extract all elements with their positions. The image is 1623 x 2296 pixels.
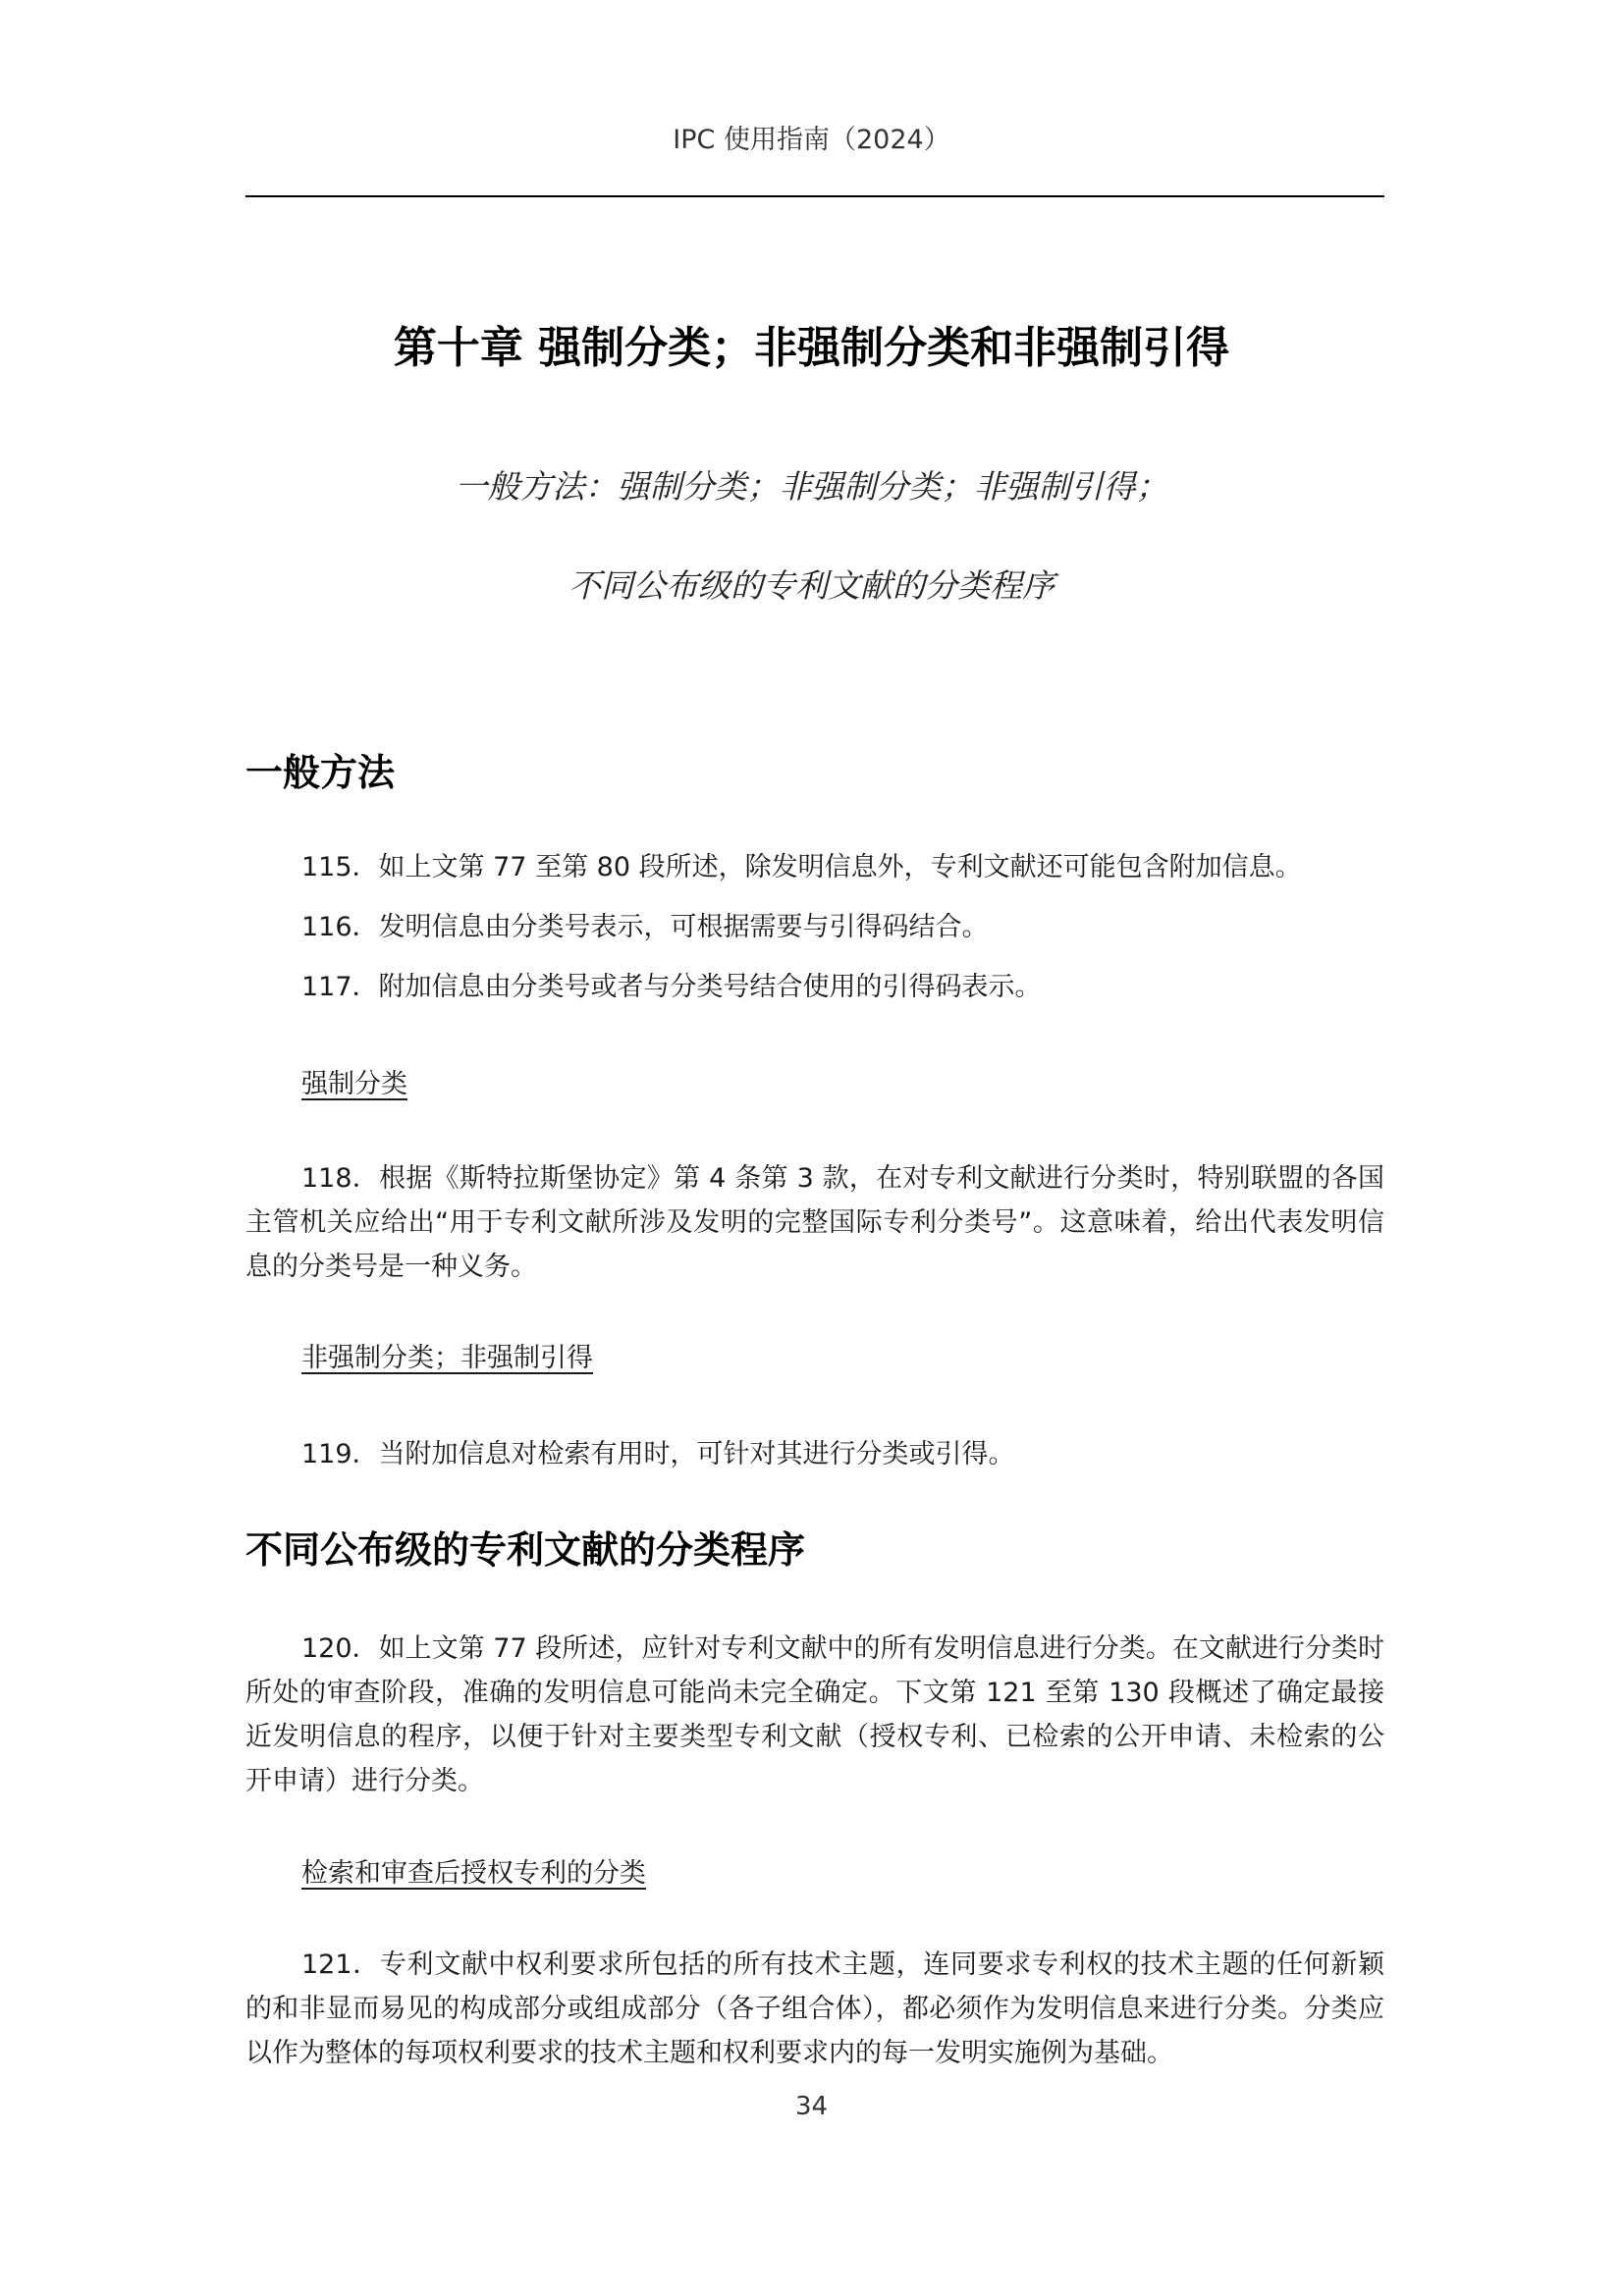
paragraph-116: [245, 905, 1384, 949]
paragraph-119: [245, 1432, 1384, 1476]
paragraph-text: 当附加信息对检索有用时，可针对其进行分类或引得。: [378, 1439, 1015, 1469]
paragraph-text: 如上文第 77 至第 80 段所述，除发明信息外，专利文献还可能包含附加信息。: [378, 852, 1302, 882]
paragraph-121: [245, 1943, 1384, 2075]
paragraph-number: 115．: [301, 852, 379, 882]
subheading-mandatory-classification: 强制分类: [301, 1069, 407, 1099]
chapter-subtitle-line-2: 不同公布级的专利文献的分类程序: [568, 566, 1055, 605]
header-rule: [245, 195, 1384, 197]
paragraph-text: 附加信息由分类号或者与分类号结合使用的引得码表示。: [378, 972, 1042, 1002]
paragraph-number: 117．: [301, 972, 379, 1002]
running-header: IPC 使用指南（2024）: [673, 125, 950, 155]
subheading-nonmandatory: 非强制分类；非强制引得: [301, 1343, 593, 1373]
paragraph-117: [245, 965, 1384, 1009]
paragraph-120: [245, 1627, 1384, 1803]
paragraph-115: [245, 845, 1384, 889]
paragraph-number: 119．: [301, 1439, 379, 1469]
section-heading-general: 一般方法: [245, 751, 396, 794]
paragraph-number: 121．: [301, 1949, 380, 1980]
paragraph-text: 发明信息由分类号表示，可根据需要与引得码结合。: [378, 912, 989, 942]
paragraph-number: 120．: [301, 1633, 379, 1664]
paragraph-118: [245, 1156, 1384, 1289]
subheading-granted-patents: 检索和审查后授权专利的分类: [301, 1858, 646, 1889]
paragraph-text: 如上文第 77 段所述，应针对专利文献中的所有发明信息进行分类。在文献进行分类时所处的审查阶段，准确的发明信息可能尚未完全确定。下文第 121 至第 130 段概述了确定最接近发明信息的程序，以便于针对主要类型专利文献（授权专利、已检索的公开申请、未检索的公开申请）进行分类。: [245, 1633, 1384, 1796]
paragraph-text: 根据《斯特拉斯堡协定》第 4 条第 3 款，在对专利文献进行分类时，特别联盟的各国主管机关应给出“用于专利文献所涉及发明的完整国际专利分类号”。这意味着，给出代表发明信息的分类号是一种义务。: [245, 1163, 1384, 1282]
chapter-title: 第十章 强制分类；非强制分类和非强制引得: [393, 323, 1230, 373]
chapter-subtitle-line-1: 一般方法：强制分类；非强制分类；非强制引得；: [455, 467, 1168, 506]
page-number: 34: [794, 2092, 829, 2121]
paragraph-text: 专利文献中权利要求所包括的所有技术主题，连同要求专利权的技术主题的任何新颖的和非显而易见的构成部分或组成部分（各子组合体），都必须作为发明信息来进行分类。分类应以作为整体的每项权利要求的技术主题和权利要求内的每一发明实施例为基础。: [245, 1949, 1384, 2068]
paragraph-number: 118．: [301, 1163, 380, 1194]
section-heading-procedure: 不同公布级的专利文献的分类程序: [245, 1528, 806, 1572]
paragraph-number: 116．: [301, 912, 379, 942]
